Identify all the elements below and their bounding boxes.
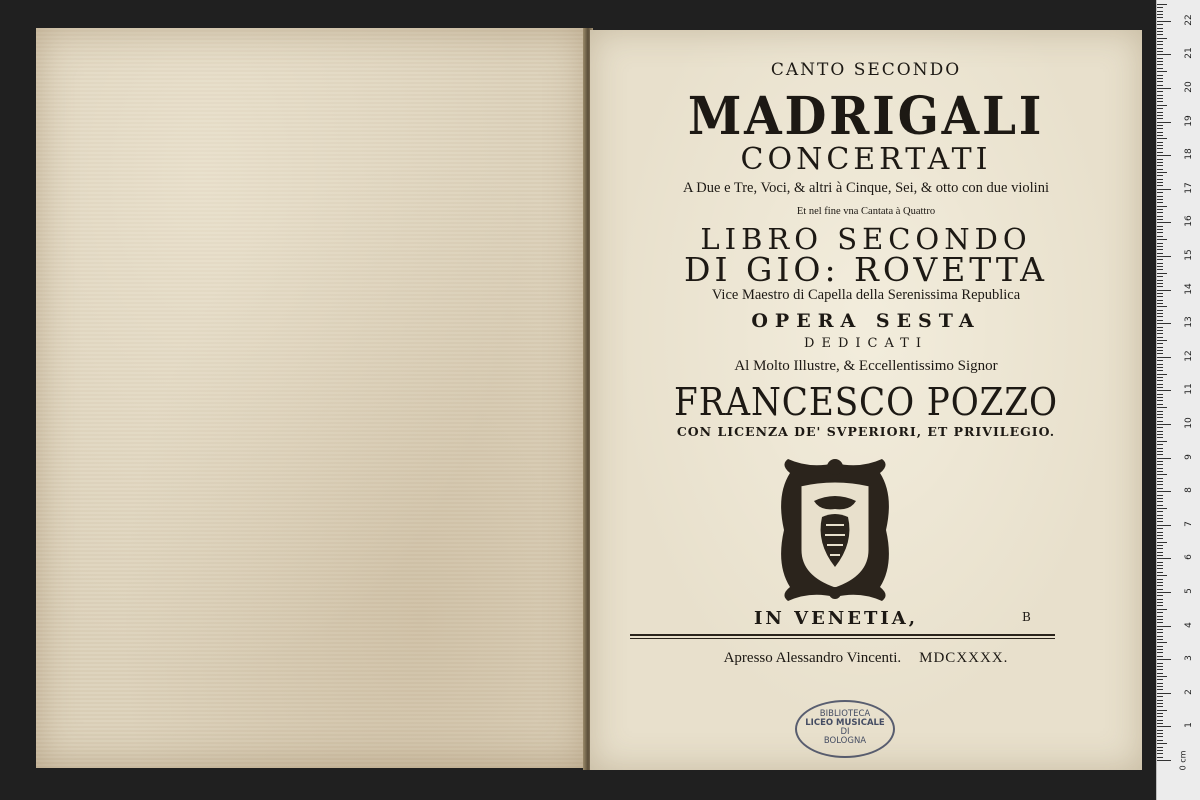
ruler-tick — [1157, 202, 1163, 203]
ruler-number: 16 — [1184, 215, 1194, 228]
ruler-number: 19 — [1184, 114, 1194, 127]
ruler-tick — [1157, 592, 1171, 593]
ruler-tick — [1157, 491, 1171, 492]
ruler-tick — [1157, 189, 1171, 190]
ruler-tick — [1157, 434, 1163, 435]
ruler-tick — [1157, 320, 1163, 321]
ruler-number: 21 — [1184, 47, 1194, 60]
ruler-tick — [1157, 280, 1163, 281]
ruler-tick — [1157, 407, 1167, 408]
ruler-tick — [1157, 14, 1163, 15]
heraldic-shield-emblem-icon — [770, 455, 900, 605]
ruler-tick — [1157, 259, 1163, 260]
ruler-tick — [1157, 636, 1163, 637]
ruler-tick — [1157, 568, 1163, 569]
ruler-number: 7 — [1184, 520, 1194, 527]
ruler-tick — [1157, 17, 1163, 18]
ruler-tick — [1157, 421, 1163, 422]
ruler-tick — [1157, 343, 1163, 344]
ruler-number: 22 — [1184, 14, 1194, 26]
author-name: DI GIO: ROVETTA — [684, 250, 1048, 289]
ruler-tick — [1157, 743, 1167, 744]
ruler-tick — [1157, 209, 1163, 210]
ruler-tick — [1157, 676, 1167, 677]
ruler-tick — [1157, 394, 1163, 395]
ruler-tick — [1157, 515, 1163, 516]
ruler-tick — [1157, 333, 1163, 334]
ruler-tick — [1157, 11, 1163, 12]
ruler-tick — [1157, 441, 1167, 442]
ruler-tick — [1157, 572, 1163, 573]
ruler-tick — [1157, 290, 1171, 291]
ruler-tick — [1157, 538, 1163, 539]
ruler-tick — [1157, 364, 1163, 365]
ruler-tick — [1157, 733, 1163, 734]
ruler-tick — [1157, 128, 1163, 129]
ruler-tick — [1157, 132, 1163, 133]
ruler-tick — [1157, 508, 1167, 509]
ruler-tick — [1157, 693, 1171, 694]
ruler-number: 6 — [1184, 554, 1194, 561]
ruler-tick — [1157, 276, 1163, 277]
ruler-tick — [1157, 498, 1163, 499]
ruler-tick — [1157, 155, 1171, 156]
ruler-tick — [1157, 384, 1163, 385]
ruler-tick — [1157, 246, 1163, 247]
ruler-tick — [1157, 303, 1163, 304]
ruler-tick — [1157, 468, 1163, 469]
dedicatee-prefix: Al Molto Illustre, & Eccellentissimo Signor — [734, 358, 998, 374]
ruler-number: 11 — [1184, 383, 1194, 396]
ruler-tick — [1157, 377, 1163, 378]
ruler-tick — [1157, 454, 1163, 455]
ruler-tick — [1157, 148, 1163, 149]
ruler-tick — [1157, 478, 1163, 479]
ruler-tick — [1157, 656, 1163, 657]
signature-mark: B — [1022, 610, 1031, 624]
ruler-tick — [1157, 747, 1163, 748]
ruler-tick — [1157, 730, 1163, 731]
ruler-tick — [1157, 535, 1163, 536]
ruler-tick — [1157, 471, 1163, 472]
ruler-tick — [1157, 448, 1163, 449]
ruler-tick — [1157, 616, 1163, 617]
ruler-tick — [1157, 38, 1167, 39]
ruler-tick — [1157, 98, 1163, 99]
ruler-tick — [1157, 327, 1163, 328]
imprint-line — [590, 650, 1142, 667]
ruler-tick — [1157, 461, 1163, 462]
ruler-tick — [1157, 753, 1163, 754]
ruler-tick — [1157, 283, 1163, 284]
ruler-tick — [1157, 706, 1163, 707]
ruler-tick — [1157, 293, 1163, 294]
ruler-tick — [1157, 649, 1163, 650]
ruler-tick — [1157, 122, 1171, 123]
ruler-tick — [1157, 605, 1163, 606]
ruler-tick — [1157, 75, 1163, 76]
ruler-tick — [1157, 720, 1163, 721]
ruler-tick — [1157, 683, 1163, 684]
ruler-tick — [1157, 451, 1163, 452]
ruler-tick — [1157, 162, 1163, 163]
stamp-line-4: BOLOGNA — [823, 736, 867, 746]
ruler-tick — [1157, 639, 1163, 640]
ruler-tick — [1157, 58, 1163, 59]
ruler-tick — [1157, 666, 1163, 667]
ruler-tick — [1157, 740, 1163, 741]
ruler-tick — [1157, 61, 1163, 62]
ruler-tick — [1157, 417, 1163, 418]
ruler-tick — [1157, 347, 1163, 348]
ruler-tick — [1157, 380, 1163, 381]
ruler-tick — [1157, 431, 1163, 432]
ruler-tick — [1157, 182, 1163, 183]
ruler-tick — [1157, 31, 1163, 32]
ruler-tick — [1157, 91, 1163, 92]
ruler-tick — [1157, 374, 1167, 375]
ruler-tick — [1157, 105, 1167, 106]
ruler-tick — [1157, 565, 1163, 566]
ruler-tick — [1157, 323, 1171, 324]
ruler-tick — [1157, 579, 1163, 580]
ruler-tick — [1157, 68, 1163, 69]
ruler-tick — [1157, 575, 1167, 576]
ruler-number: 4 — [1184, 621, 1194, 628]
ruler-tick — [1157, 145, 1163, 146]
ruler-tick — [1157, 300, 1163, 301]
ruler-tick — [1157, 239, 1167, 240]
printer-name: Apresso Alessandro Vincenti. — [723, 650, 902, 666]
ruler-tick — [1157, 518, 1163, 519]
ruler-tick — [1157, 24, 1163, 25]
ruler-tick — [1157, 723, 1163, 724]
ruler-tick — [1157, 458, 1171, 459]
ruler-tick — [1157, 686, 1163, 687]
ruler-tick — [1157, 269, 1163, 270]
ruler-tick — [1157, 236, 1163, 237]
ruler-tick — [1157, 703, 1163, 704]
ruler-tick — [1157, 330, 1163, 331]
ruler-tick — [1157, 350, 1163, 351]
ruler-tick — [1157, 626, 1171, 627]
ruler-tick — [1157, 414, 1163, 415]
ruler-tick — [1157, 108, 1163, 109]
ruler-tick — [1157, 296, 1163, 297]
ruler-tick — [1157, 444, 1163, 445]
ruler-tick — [1157, 48, 1163, 49]
ruler-tick — [1157, 562, 1163, 563]
ruler-tick — [1157, 595, 1163, 596]
ruler-tick — [1157, 609, 1167, 610]
ruler-tick — [1157, 253, 1163, 254]
ruler-tick — [1157, 424, 1171, 425]
ruler-tick — [1157, 175, 1163, 176]
ruler-tick — [1157, 41, 1163, 42]
ruler-tick — [1157, 679, 1163, 680]
ruler-tick — [1157, 192, 1163, 193]
rule-thick — [630, 634, 1055, 636]
ruler-tick — [1157, 370, 1163, 371]
ruler-tick — [1157, 81, 1163, 82]
ruler-tick — [1157, 118, 1163, 119]
ruler-tick — [1157, 700, 1163, 701]
ruler-tick — [1157, 427, 1163, 428]
ruler-tick — [1157, 138, 1167, 139]
ruler-tick — [1157, 360, 1163, 361]
publication-place: IN VENETIA, — [753, 608, 919, 629]
ruler-tick — [1157, 152, 1163, 153]
left-blank-page — [36, 28, 586, 768]
voices-line: A Due e Tre, Voci, & altri à Cinque, Sei, & otto con due violini — [683, 180, 1049, 196]
ruler-tick — [1157, 256, 1171, 257]
ruler-tick — [1157, 474, 1167, 475]
voice-part-label: CANTO SECONDO — [770, 60, 962, 80]
ruler-tick — [1157, 589, 1163, 590]
ruler-tick — [1157, 165, 1163, 166]
ruler-tick — [1157, 266, 1163, 267]
measurement-ruler — [1156, 0, 1200, 800]
ruler-tick — [1157, 169, 1163, 170]
ruler-tick — [1157, 484, 1163, 485]
ruler-tick — [1157, 263, 1163, 264]
ruler-tick — [1157, 212, 1163, 213]
ruler-tick — [1157, 390, 1171, 391]
ruler-tick — [1157, 528, 1163, 529]
ruler-tick — [1157, 286, 1163, 287]
opus-number: OPERA SESTA — [751, 310, 981, 332]
ruler-tick — [1157, 501, 1163, 502]
ruler-number: 8 — [1184, 487, 1194, 494]
ruler-tick — [1157, 525, 1171, 526]
ruler-tick — [1157, 642, 1167, 643]
ruler-tick — [1157, 51, 1163, 52]
ruler-tick — [1157, 353, 1163, 354]
ruler-tick — [1157, 115, 1163, 116]
ruler-tick — [1157, 622, 1163, 623]
ruler-tick — [1157, 28, 1163, 29]
ruler-tick — [1157, 548, 1163, 549]
ruler-tick — [1157, 340, 1167, 341]
ruler-tick — [1157, 185, 1163, 186]
ruler-tick — [1157, 367, 1163, 368]
ruler-tick — [1157, 243, 1163, 244]
ruler-tick — [1157, 726, 1171, 727]
ruler-tick — [1157, 112, 1163, 113]
stamp-line-1: BIBLIOTECA — [819, 709, 871, 719]
ruler-tick — [1157, 495, 1163, 496]
ruler-tick — [1157, 95, 1163, 96]
ruler-tick — [1157, 64, 1163, 65]
ruler-tick — [1157, 337, 1163, 338]
ruler-tick — [1157, 404, 1163, 405]
ruler-tick — [1157, 696, 1163, 697]
ruler-tick — [1157, 229, 1163, 230]
ruler-tick — [1157, 397, 1163, 398]
ruler-tick — [1157, 652, 1163, 653]
ruler-tick — [1157, 558, 1171, 559]
ruler-tick — [1157, 232, 1163, 233]
ruler-tick — [1157, 629, 1163, 630]
ruler-tick — [1157, 78, 1163, 79]
stamp-line-3: DI — [840, 727, 850, 737]
ruler-tick — [1157, 602, 1163, 603]
ruler-tick — [1157, 7, 1163, 8]
stamp-line-2: LICEO MUSICALE — [805, 718, 885, 728]
license-line: CON LICENZA DE' SVPERIORI, ET PRIVILEGIO. — [676, 424, 1056, 439]
ruler-tick — [1157, 172, 1167, 173]
ruler-tick — [1157, 125, 1163, 126]
ruler-tick — [1157, 44, 1163, 45]
ruler-tick — [1157, 179, 1163, 180]
ruler-tick — [1157, 313, 1163, 314]
ruler-tick — [1157, 21, 1171, 22]
ruler-tick — [1157, 646, 1163, 647]
ruler-tick — [1157, 206, 1167, 207]
ruler-tick — [1157, 101, 1163, 102]
ruler-tick — [1157, 599, 1163, 600]
ruler-tick — [1157, 199, 1163, 200]
ruler-number: 3 — [1184, 655, 1194, 662]
ruler-tick — [1157, 4, 1167, 5]
ruler-tick — [1157, 306, 1167, 307]
ruler-number: 13 — [1184, 316, 1194, 328]
ruler-tick — [1157, 669, 1163, 670]
subtitle: CONCERTATI — [740, 142, 992, 177]
ruler-tick — [1157, 632, 1163, 633]
ruler-tick — [1157, 736, 1163, 737]
ruler-tick — [1157, 273, 1167, 274]
book-number: LIBRO SECONDO — [700, 222, 1032, 256]
ruler-tick — [1157, 387, 1163, 388]
ruler-tick — [1157, 226, 1163, 227]
ruler-number: 9 — [1184, 453, 1194, 460]
ruler-tick — [1157, 555, 1163, 556]
ruler-number: 17 — [1184, 182, 1194, 194]
ruler-number: 2 — [1184, 688, 1194, 695]
ruler-tick — [1157, 481, 1163, 482]
ruler-tick — [1157, 659, 1171, 660]
dedicated-label: DEDICATI — [804, 336, 928, 351]
ruler-tick — [1157, 505, 1163, 506]
ruler-tick — [1157, 249, 1163, 250]
ruler-number: 18 — [1184, 148, 1194, 160]
ruler-tick — [1157, 757, 1163, 758]
main-title: MADRIGALI — [687, 86, 1045, 147]
ruler-tick — [1157, 159, 1163, 160]
ruler-tick — [1157, 142, 1163, 143]
ruler-tick — [1157, 196, 1163, 197]
ruler-tick — [1157, 542, 1167, 543]
ruler-tick — [1157, 85, 1163, 86]
dedicatee-name: FRANCESCO POZZO — [674, 380, 1058, 424]
ruler-tick — [1157, 437, 1163, 438]
ruler-tick — [1157, 750, 1163, 751]
ruler-tick — [1157, 532, 1163, 533]
ruler-tick — [1157, 135, 1163, 136]
ruler-tick — [1157, 716, 1163, 717]
publication-year: MDCXXXX. — [919, 650, 1009, 666]
rule-thin — [630, 638, 1055, 639]
ruler-tick — [1157, 310, 1163, 311]
library-stamp — [795, 700, 895, 758]
ruler-tick — [1157, 585, 1163, 586]
ruler-tick — [1157, 34, 1163, 35]
ruler-tick — [1157, 689, 1163, 690]
ruler-tick — [1157, 464, 1163, 465]
ruler-tick — [1157, 219, 1163, 220]
author-role: Vice Maestro di Capella della Serenissima Republica — [711, 287, 1021, 303]
ruler-tick — [1157, 760, 1171, 761]
ruler-number: 1 — [1184, 722, 1194, 729]
ruler-tick — [1157, 357, 1171, 358]
ruler-tick — [1157, 88, 1171, 89]
ruler-tick — [1157, 71, 1167, 72]
ruler-tick — [1157, 582, 1163, 583]
ruler-tick — [1157, 612, 1163, 613]
ruler-tick — [1157, 216, 1163, 217]
ruler-tick — [1157, 545, 1163, 546]
ruler-number: 10 — [1184, 417, 1194, 429]
ruler-tick — [1157, 663, 1163, 664]
ruler-tick — [1157, 552, 1163, 553]
ruler-tick — [1157, 488, 1163, 489]
ruler-tick — [1157, 54, 1171, 55]
ruler-tick — [1157, 411, 1163, 412]
cantata-line: Et nel fine vna Cantata à Quattro — [796, 206, 936, 217]
ruler-tick — [1157, 619, 1163, 620]
ruler-tick — [1157, 222, 1171, 223]
ruler-number: 20 — [1184, 81, 1194, 93]
ruler-tick — [1157, 400, 1163, 401]
ruler-number: 12 — [1184, 350, 1194, 362]
ruler-tick — [1157, 673, 1163, 674]
ruler-tick — [1157, 511, 1163, 512]
ruler-tick — [1157, 710, 1167, 711]
ruler-number: 5 — [1184, 588, 1194, 594]
ruler-number: 15 — [1184, 249, 1194, 261]
ruler-number: 14 — [1184, 282, 1194, 295]
ruler-tick — [1157, 316, 1163, 317]
ruler-tick — [1157, 713, 1163, 714]
ruler-tick — [1157, 521, 1163, 522]
ruler-unit: 0 cm — [1178, 750, 1188, 771]
